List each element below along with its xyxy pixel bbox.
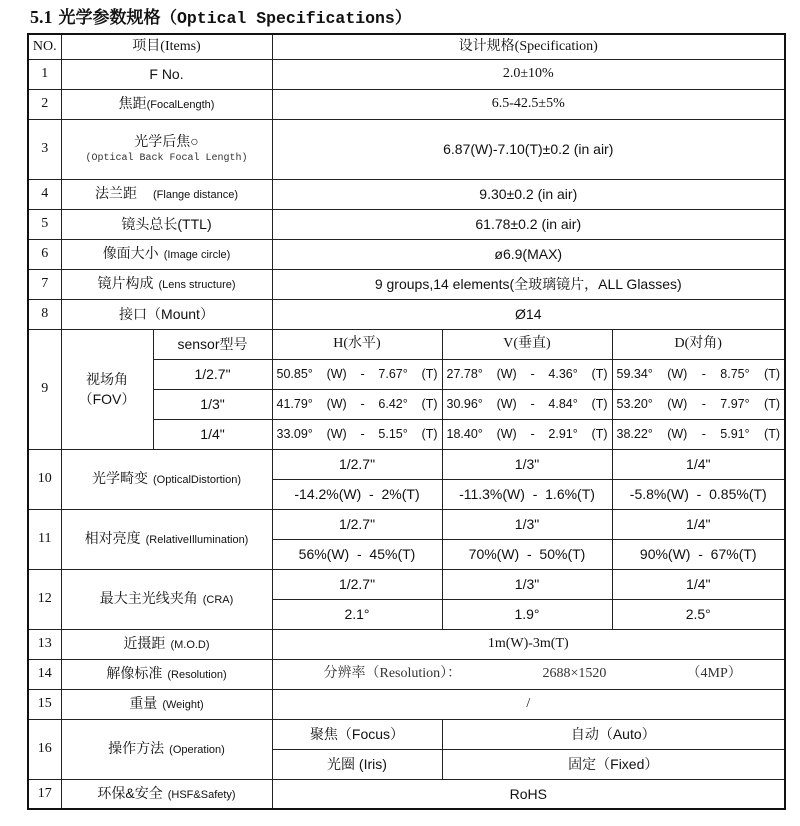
optical-spec-table bbox=[27, 33, 786, 810]
fov-sensor: 1/4" bbox=[153, 419, 272, 449]
hsf-safety-label-en: (HSF&Safety) bbox=[167, 788, 236, 801]
weight-label-en: (Weight) bbox=[162, 699, 204, 711]
image-circle-value: ø6.9(MAX) bbox=[272, 239, 785, 269]
distortion-number: 10 bbox=[28, 449, 61, 509]
distortion-value: -5.8%(W) - 0.85%(T) bbox=[612, 479, 785, 509]
table-header-row bbox=[28, 34, 785, 59]
cra-sensor: 1/2.7" bbox=[272, 569, 442, 599]
cra-number: 12 bbox=[28, 569, 61, 629]
spec-row-hsf-safety bbox=[28, 779, 785, 809]
lens-structure-label bbox=[61, 269, 272, 299]
resolution-number: 14 bbox=[28, 659, 61, 689]
mount-label: 接口（Mount） bbox=[61, 299, 272, 329]
resolution-value: 2688×1520 bbox=[542, 666, 607, 681]
spec-row-resolution bbox=[28, 659, 785, 689]
ttl-value: 61.78±0.2 (in air) bbox=[272, 209, 785, 239]
distortion-label bbox=[61, 449, 272, 509]
distortion-sensor: 1/2.7" bbox=[272, 449, 442, 479]
cra-value: 2.1° bbox=[272, 599, 442, 629]
illumination-sensor-row bbox=[28, 509, 785, 539]
illumination-label-en: (RelativeIllumination) bbox=[145, 534, 249, 546]
fov-column-vertical: V(垂直) bbox=[442, 329, 612, 359]
f-no-value: 2.0±10% bbox=[272, 59, 785, 89]
mod-label-zh: 近摄距 bbox=[123, 635, 166, 651]
back-focal-length-value: 6.87(W)-7.10(T)±0.2 (in air) bbox=[272, 119, 785, 179]
fov-header-row bbox=[28, 329, 785, 359]
cra-sensor: 1/3" bbox=[442, 569, 612, 599]
lens-structure-label-en: (Lens structure) bbox=[158, 279, 236, 291]
spec-row-ttl bbox=[28, 209, 785, 239]
fov-horizontal-value: 41.79° (W) - 6.42° (T) bbox=[272, 389, 442, 419]
fov-sensor: 1/3" bbox=[153, 389, 272, 419]
operation-iris-label: 光圈 (Iris) bbox=[272, 749, 442, 779]
lens-structure-number: 7 bbox=[28, 269, 61, 299]
weight-value: / bbox=[272, 689, 785, 719]
focal-length-number: 2 bbox=[28, 89, 61, 119]
image-circle-label-zh: 像面大小 bbox=[102, 245, 159, 261]
fov-label bbox=[61, 329, 153, 449]
operation-iris-value: 固定（Fixed） bbox=[442, 749, 785, 779]
focal-length-value: 6.5-42.5±5% bbox=[272, 89, 785, 119]
operation-focus-label: 聚焦（Focus） bbox=[272, 719, 442, 749]
focal-length-label bbox=[61, 89, 272, 119]
cra-label-en: (CRA) bbox=[202, 594, 234, 606]
back-focal-length-label-en: (Optical Back Focal Length) bbox=[85, 153, 248, 164]
cra-value: 1.9° bbox=[442, 599, 612, 629]
ttl-number: 5 bbox=[28, 209, 61, 239]
weight-label bbox=[61, 689, 272, 719]
spec-row-flange-distance bbox=[28, 179, 785, 209]
ttl-label: 镜头总长(TTL) bbox=[61, 209, 272, 239]
header-no: NO. bbox=[28, 34, 61, 59]
lens-structure-label-zh: 镜片构成 bbox=[97, 275, 154, 291]
section-title-zh: 光学参数规格 bbox=[58, 8, 161, 28]
spec-row-focal-length bbox=[28, 89, 785, 119]
illumination-number: 11 bbox=[28, 509, 61, 569]
f-no-number: 1 bbox=[28, 59, 61, 89]
fov-diagonal-value: 38.22° (W) - 5.91° (T) bbox=[612, 419, 785, 449]
operation-focus-value: 自动（Auto） bbox=[442, 719, 785, 749]
distortion-value: -14.2%(W) - 2%(T) bbox=[272, 479, 442, 509]
fov-diagonal-value: 53.20° (W) - 7.97° (T) bbox=[612, 389, 785, 419]
mount-number: 8 bbox=[28, 299, 61, 329]
spec-row-back-focal-length bbox=[28, 119, 785, 179]
header-specification: 设计规格(Specification) bbox=[272, 34, 785, 59]
operation-number: 16 bbox=[28, 719, 61, 779]
image-circle-label bbox=[61, 239, 272, 269]
hsf-safety-number: 17 bbox=[28, 779, 61, 809]
back-focal-length-label bbox=[61, 119, 272, 179]
focal-length-label-en: (FocalLength) bbox=[146, 99, 215, 111]
illumination-label bbox=[61, 509, 272, 569]
distortion-sensor-row bbox=[28, 449, 785, 479]
flange-distance-label-zh: 法兰距 bbox=[95, 185, 137, 201]
lens-structure-value: 9 groups,14 elements(全玻璃镜片，ALL Glasses) bbox=[272, 269, 785, 299]
hsf-safety-label bbox=[61, 779, 272, 809]
spec-row-mount bbox=[28, 299, 785, 329]
section-title-en: （Optical Specifications） bbox=[160, 9, 412, 28]
illumination-value: 90%(W) - 67%(T) bbox=[612, 539, 785, 569]
mod-value: 1m(W)-3m(T) bbox=[272, 629, 785, 659]
resolution-label-zh: 解像标准 bbox=[106, 665, 163, 681]
back-focal-length-label-zh: 光学后焦○ bbox=[134, 133, 199, 149]
illumination-label-zh: 相对亮度 bbox=[84, 530, 141, 546]
mod-number: 13 bbox=[28, 629, 61, 659]
hsf-safety-label-zh: 环保&安全 bbox=[97, 784, 163, 801]
operation-label-zh: 操作方法 bbox=[108, 740, 165, 756]
section-title bbox=[30, 5, 411, 29]
weight-number: 15 bbox=[28, 689, 61, 719]
fov-vertical-value: 30.96° (W) - 4.84° (T) bbox=[442, 389, 612, 419]
operation-label-en: (Operation) bbox=[169, 744, 225, 756]
distortion-sensor: 1/3" bbox=[442, 449, 612, 479]
spec-row-f-no bbox=[28, 59, 785, 89]
distortion-sensor: 1/4" bbox=[612, 449, 785, 479]
illumination-sensor: 1/3" bbox=[442, 509, 612, 539]
spec-row-lens-structure bbox=[28, 269, 785, 299]
resolution-value-line bbox=[273, 665, 785, 683]
operation-label bbox=[61, 719, 272, 779]
cra-value: 2.5° bbox=[612, 599, 785, 629]
cra-label-zh: 最大主光线夹角 bbox=[99, 590, 198, 606]
spec-row-mod bbox=[28, 629, 785, 659]
flange-distance-label bbox=[61, 179, 272, 209]
flange-distance-number: 4 bbox=[28, 179, 61, 209]
fov-column-diagonal: D(对角) bbox=[612, 329, 785, 359]
flange-distance-label-en: (Flange distance) bbox=[153, 189, 238, 201]
illumination-sensor: 1/4" bbox=[612, 509, 785, 539]
fov-label-en: （FOV） bbox=[78, 391, 136, 407]
focal-length-label-zh: 焦距 bbox=[118, 95, 147, 111]
operation-focus-row bbox=[28, 719, 785, 749]
image-circle-number: 6 bbox=[28, 239, 61, 269]
weight-label-zh: 重量 bbox=[129, 695, 158, 711]
spec-row-weight bbox=[28, 689, 785, 719]
resolution-megapixel-note: （4MP） bbox=[686, 666, 742, 681]
mod-label-en: (M.O.D) bbox=[170, 639, 210, 651]
resolution-value-label: 分辨率（Resolution）： bbox=[323, 666, 462, 681]
image-circle-label-en: (Image circle) bbox=[163, 249, 231, 261]
flange-distance-value: 9.30±0.2 (in air) bbox=[272, 179, 785, 209]
f-no-label: F No. bbox=[61, 59, 272, 89]
distortion-value: -11.3%(W) - 1.6%(T) bbox=[442, 479, 612, 509]
fov-number: 9 bbox=[28, 329, 61, 449]
fov-column-horizontal: H(水平) bbox=[272, 329, 442, 359]
illumination-value: 70%(W) - 50%(T) bbox=[442, 539, 612, 569]
fov-sensor: 1/2.7" bbox=[153, 359, 272, 389]
section-number: 5.1 bbox=[30, 7, 53, 27]
illumination-value: 56%(W) - 45%(T) bbox=[272, 539, 442, 569]
mount-value: Ø14 bbox=[272, 299, 785, 329]
mod-label bbox=[61, 629, 272, 659]
cra-sensor-row bbox=[28, 569, 785, 599]
optical-spec-table-body bbox=[28, 34, 785, 809]
resolution-label bbox=[61, 659, 272, 689]
cra-sensor: 1/4" bbox=[612, 569, 785, 599]
hsf-safety-value: RoHS bbox=[272, 779, 785, 809]
fov-vertical-value: 27.78° (W) - 4.36° (T) bbox=[442, 359, 612, 389]
back-focal-length-number: 3 bbox=[28, 119, 61, 179]
fov-label-zh: 视场角 bbox=[86, 371, 128, 387]
fov-horizontal-value: 50.85° (W) - 7.67° (T) bbox=[272, 359, 442, 389]
header-items: 项目(Items) bbox=[61, 34, 272, 59]
spec-row-image-circle bbox=[28, 239, 785, 269]
fov-diagonal-value: 59.34° (W) - 8.75° (T) bbox=[612, 359, 785, 389]
resolution-value-cell bbox=[272, 659, 785, 689]
resolution-label-en: (Resolution) bbox=[167, 669, 227, 681]
distortion-label-zh: 光学畸变 bbox=[91, 470, 148, 486]
fov-column-sensor: sensor型号 bbox=[153, 329, 272, 359]
distortion-label-en: (OpticalDistortion) bbox=[152, 474, 242, 486]
fov-vertical-value: 18.40° (W) - 2.91° (T) bbox=[442, 419, 612, 449]
illumination-sensor: 1/2.7" bbox=[272, 509, 442, 539]
cra-label bbox=[61, 569, 272, 629]
fov-horizontal-value: 33.09° (W) - 5.15° (T) bbox=[272, 419, 442, 449]
